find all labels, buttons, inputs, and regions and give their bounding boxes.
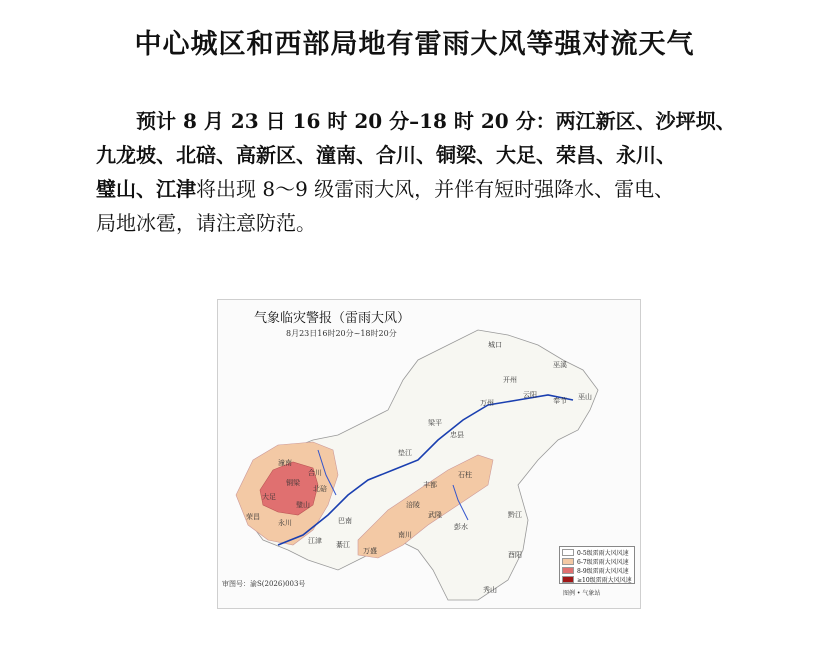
place-label: 綦江 xyxy=(336,541,350,549)
warning-map xyxy=(217,299,641,609)
place-label: 秀山 xyxy=(483,586,497,594)
place-label: 巴南 xyxy=(338,517,352,525)
place-label: 万盛 xyxy=(363,547,377,555)
paragraph-line-3: 璧山、江津将出现 8～9 级雷雨大风，并伴有短时强降水、雷电、 xyxy=(96,177,675,201)
map-footer: 审图号：渝S(2026)003号 xyxy=(222,580,306,588)
place-label: 武隆 xyxy=(428,511,442,519)
place-label: 荣昌 xyxy=(246,513,260,521)
place-label: 忠县 xyxy=(450,431,464,439)
map-legend xyxy=(559,546,635,584)
place-label: 合川 xyxy=(308,469,322,477)
legend-row: 0-5级雷雨大风风速 xyxy=(562,548,632,556)
place-label: 梁平 xyxy=(428,419,442,427)
place-label: 江津 xyxy=(308,537,322,545)
place-label: 城口 xyxy=(488,341,502,349)
place-label: 潼南 xyxy=(278,459,292,467)
legend-row: ≥10级雷雨大风风速 xyxy=(562,575,632,583)
place-label: 垫江 xyxy=(398,449,412,457)
place-label: 璧山 xyxy=(296,501,310,509)
legend-row: 6-7级雷雨大风风速 xyxy=(562,557,632,565)
legend-swatch xyxy=(562,576,574,583)
place-label: 石柱 xyxy=(458,471,472,479)
place-label: 丰都 xyxy=(423,481,437,489)
place-label: 南川 xyxy=(398,531,412,539)
map-title: 气象临灾警报（雷雨大风） xyxy=(254,311,411,326)
place-label: 永川 xyxy=(278,519,292,527)
paragraph-line-2: 九龙坡、北碚、高新区、潼南、合川、铜梁、大足、荣昌、永川、 xyxy=(96,143,676,167)
place-label: 巫溪 xyxy=(553,361,567,369)
map-subtitle: 8月23日16时20分~18时20分 xyxy=(286,329,397,338)
place-label: 巫山 xyxy=(578,393,592,401)
place-label: 北碚 xyxy=(313,485,327,493)
legend-swatch xyxy=(562,558,574,565)
place-label: 大足 xyxy=(262,493,276,501)
page-title: 中心城区和西部局地有雷雨大风等强对流天气 xyxy=(134,29,695,60)
legend-swatch xyxy=(562,549,574,556)
place-label: 开州 xyxy=(503,376,517,384)
paragraph-line-4: 局地冰雹，请注意防范。 xyxy=(96,211,316,235)
place-label: 万州 xyxy=(480,399,494,407)
place-label: 彭水 xyxy=(454,523,468,531)
place-label: 云阳 xyxy=(523,391,537,399)
place-label: 黔江 xyxy=(508,511,522,519)
warning-paragraph xyxy=(96,104,746,240)
legend-row: 8-9级雷雨大风风速 xyxy=(562,566,632,574)
place-label: 奉节 xyxy=(553,397,567,405)
place-label: 铜梁 xyxy=(286,479,300,487)
legend-swatch xyxy=(562,567,574,574)
paragraph-line-1: 预计 8 月 23 日 16 时 20 分–18 时 20 分：两江新区、沙坪坝、 xyxy=(136,109,736,133)
legend-credit: 图例 • 气象站 xyxy=(563,590,601,597)
place-label: 酉阳 xyxy=(508,551,522,559)
place-label: 涪陵 xyxy=(406,501,420,509)
